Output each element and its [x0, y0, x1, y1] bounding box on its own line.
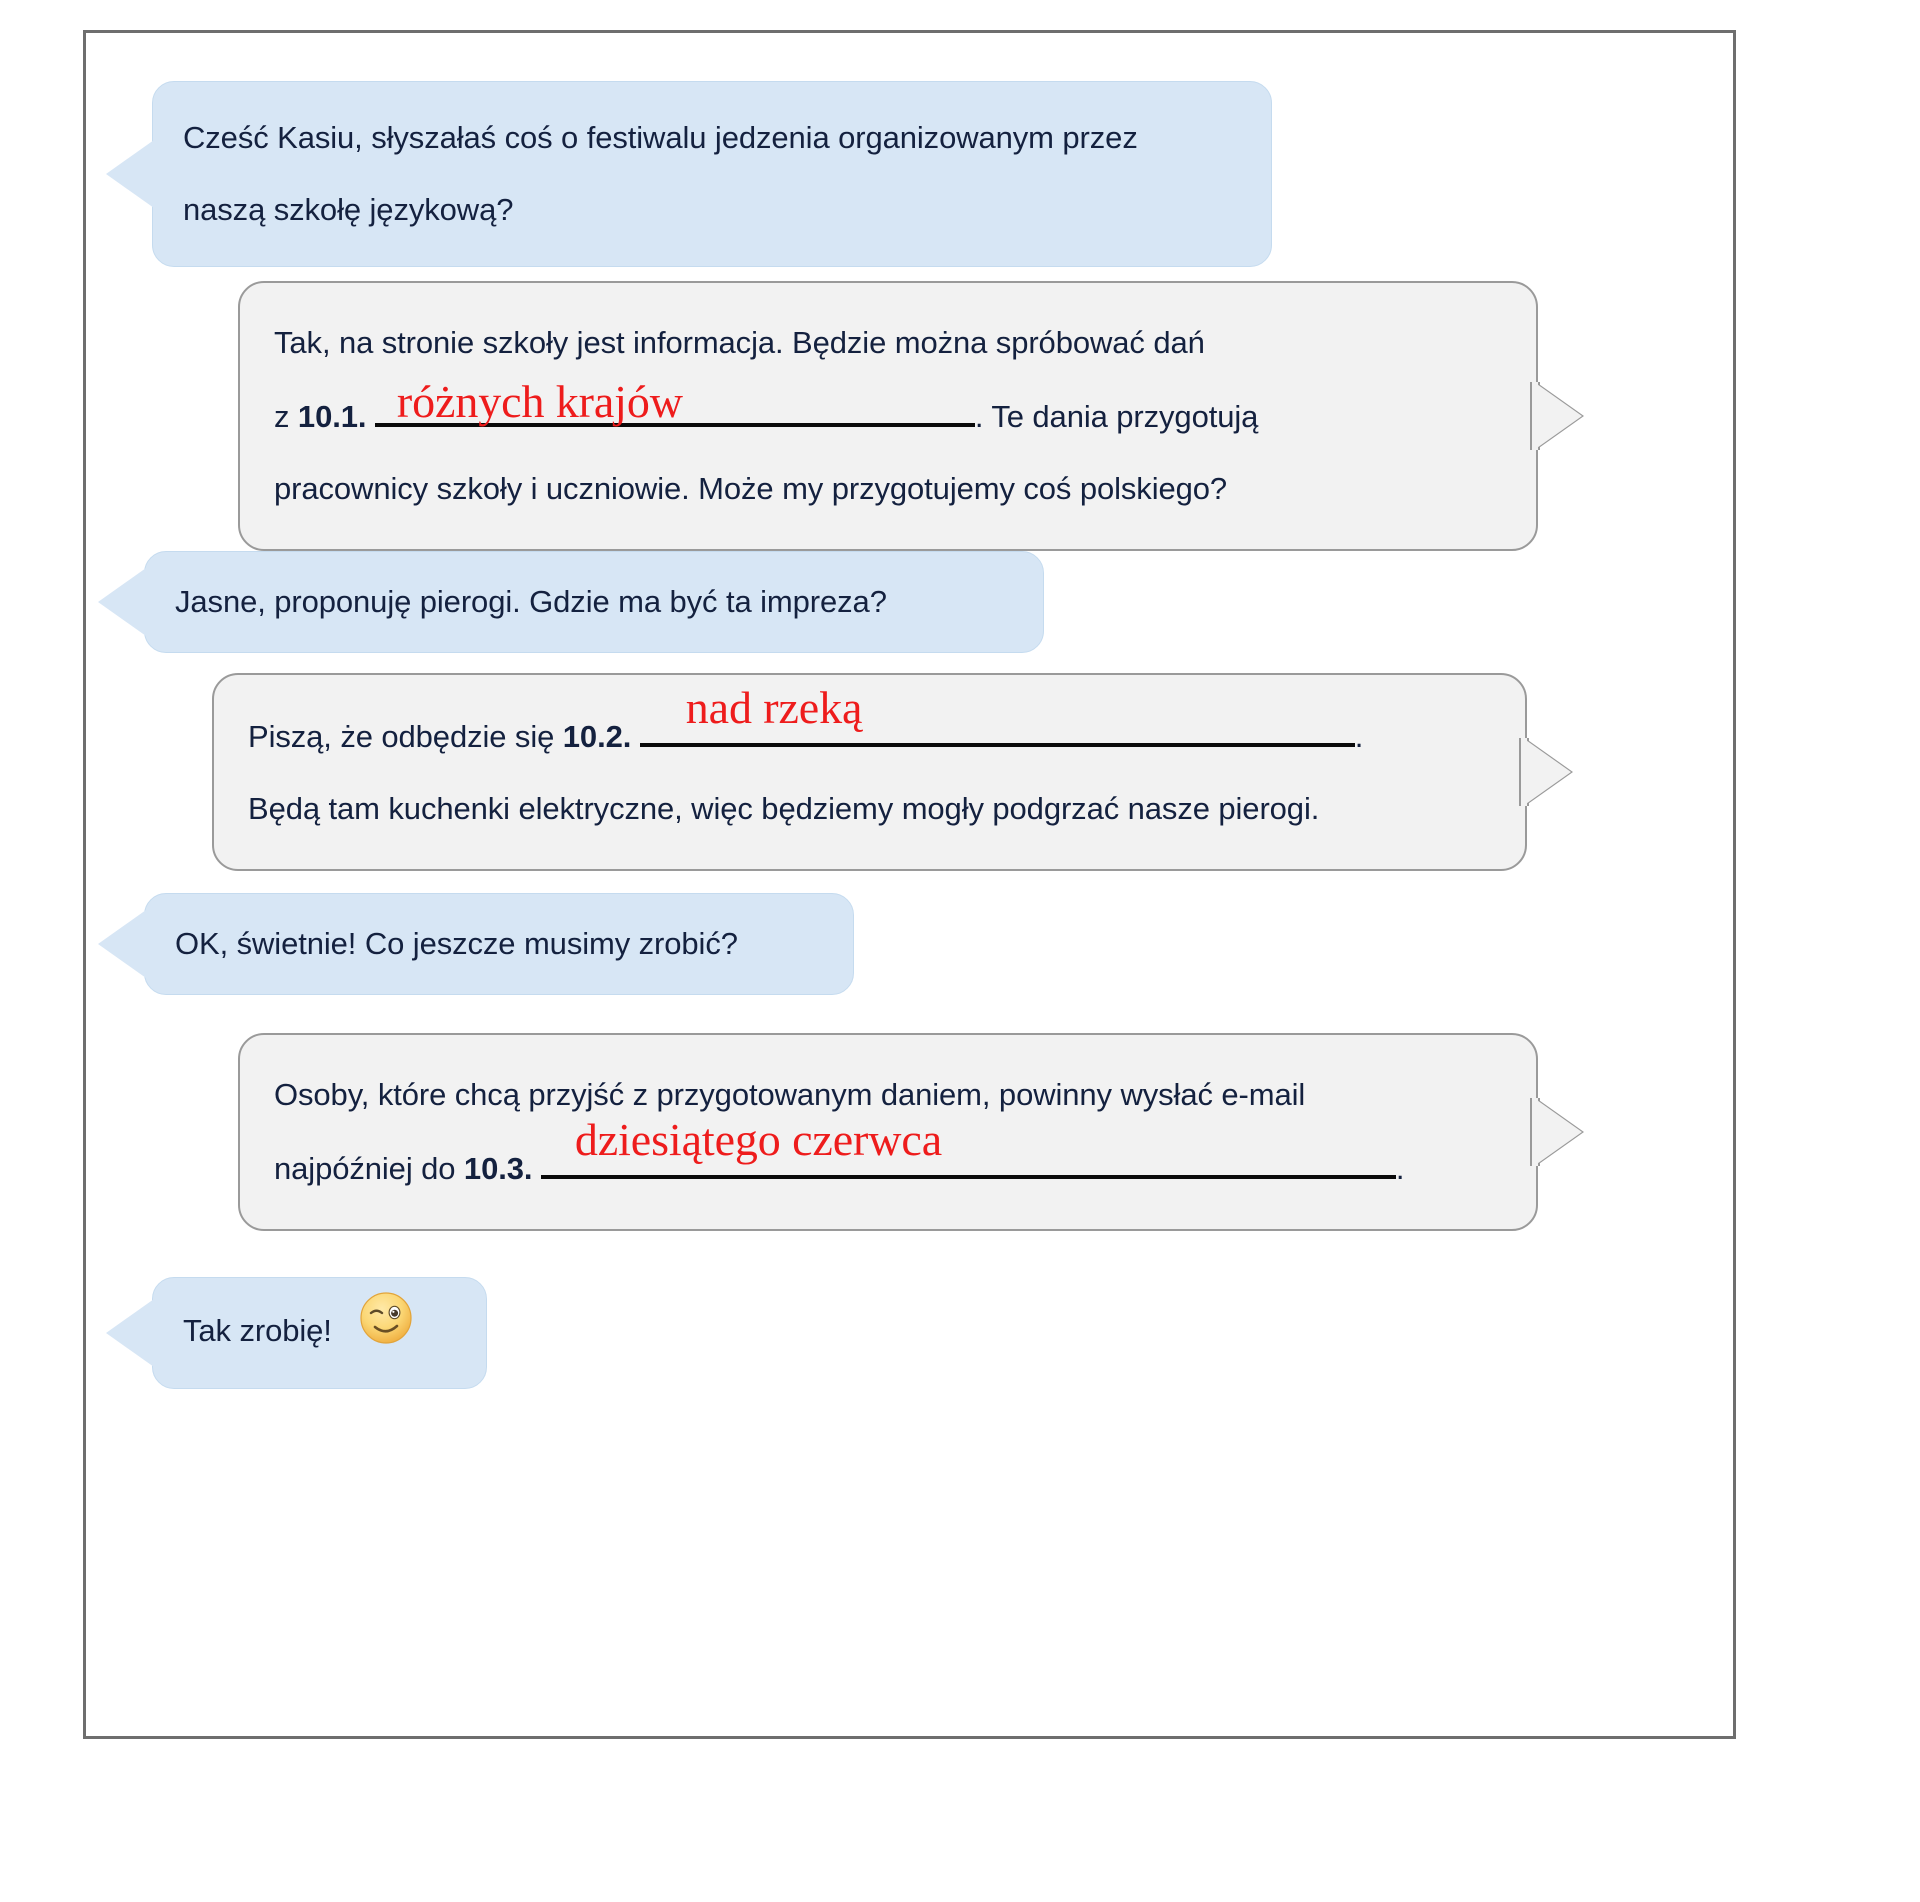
message-line: Tak, na stronie szkoły jest informacja. Będzie można spróbować dań — [274, 325, 1205, 360]
answer-text-102: nad rzeką — [685, 682, 863, 733]
bubble-tail-left-icon — [106, 1299, 154, 1367]
answer-text-101: różnych krajów — [396, 376, 683, 427]
task-number-102: 10.2. — [562, 719, 632, 754]
text-before-blank: najpóźniej do — [274, 1151, 456, 1186]
message-line: naszą szkołę językową? — [183, 192, 514, 227]
text-before-blank: z — [274, 399, 290, 434]
chat-message-outgoing-2 — [212, 673, 1527, 871]
message-line-with-blank — [248, 682, 1491, 773]
message-line: Jasne, proponuję pierogi. Gdzie ma być ta impreza? — [175, 584, 887, 619]
message-bubble-body — [152, 1277, 487, 1389]
task-number-103: 10.3. — [463, 1151, 533, 1186]
text-after-blank: . Te dania przygotują — [974, 399, 1259, 434]
answer-blank-101[interactable] — [375, 376, 975, 427]
chat-message-incoming-3 — [144, 893, 854, 995]
bubble-tail-right-icon — [1523, 738, 1571, 806]
bubble-tail-left-icon — [98, 568, 146, 636]
chat-message-incoming-2 — [144, 551, 1044, 653]
chat-conversation — [86, 33, 1733, 1736]
message-line-with-blank — [274, 376, 1502, 453]
chat-message-outgoing-3 — [238, 1033, 1538, 1231]
exercise-frame — [83, 30, 1736, 1739]
answer-blank-103[interactable] — [541, 1114, 1396, 1179]
bubble-tail-right-icon — [1534, 1098, 1582, 1166]
message-line-with-blank — [274, 1114, 1502, 1205]
message-bubble-body — [144, 893, 854, 995]
message-text: Tak zrobię! — [183, 1313, 332, 1349]
task-number-101: 10.1. — [297, 399, 367, 434]
message-bubble-body — [212, 673, 1527, 871]
chat-message-outgoing-1 — [238, 281, 1538, 551]
message-line: OK, świetnie! Co jeszcze musimy zrobić? — [175, 926, 738, 961]
text-after-blank: . — [1395, 1151, 1405, 1186]
bubble-tail-left-icon — [98, 910, 146, 978]
answer-blank-102[interactable] — [640, 682, 1355, 747]
message-bubble-body — [238, 281, 1538, 551]
message-bubble-body — [144, 551, 1044, 653]
bubble-tail-left-icon — [106, 140, 154, 208]
message-bubble-body — [238, 1033, 1538, 1231]
winking-face-emoji — [358, 1290, 414, 1372]
message-line: Będą tam kuchenki elektryczne, więc będziemy mogły podgrzać nasze pierogi. — [248, 791, 1320, 826]
text-before-blank: Piszą, że odbędzie się — [248, 719, 555, 754]
chat-message-incoming-4 — [152, 1277, 487, 1389]
message-line — [183, 1292, 456, 1374]
bubble-tail-right-icon — [1534, 382, 1582, 450]
answer-text-103: dziesiątego czerwca — [574, 1114, 943, 1165]
message-bubble-body — [152, 81, 1272, 267]
message-line: pracownicy szkoły i uczniowie. Może my przygotujemy coś polskiego? — [274, 471, 1228, 506]
message-line: Cześć Kasiu, słyszałaś coś o festiwalu jedzenia organizowanym przez — [183, 120, 1138, 155]
message-line: Osoby, które chcą przyjść z przygotowanym daniem, powinny wysłać e-mail — [274, 1077, 1306, 1112]
chat-message-incoming-1 — [152, 81, 1272, 267]
text-after-blank: . — [1354, 719, 1364, 754]
